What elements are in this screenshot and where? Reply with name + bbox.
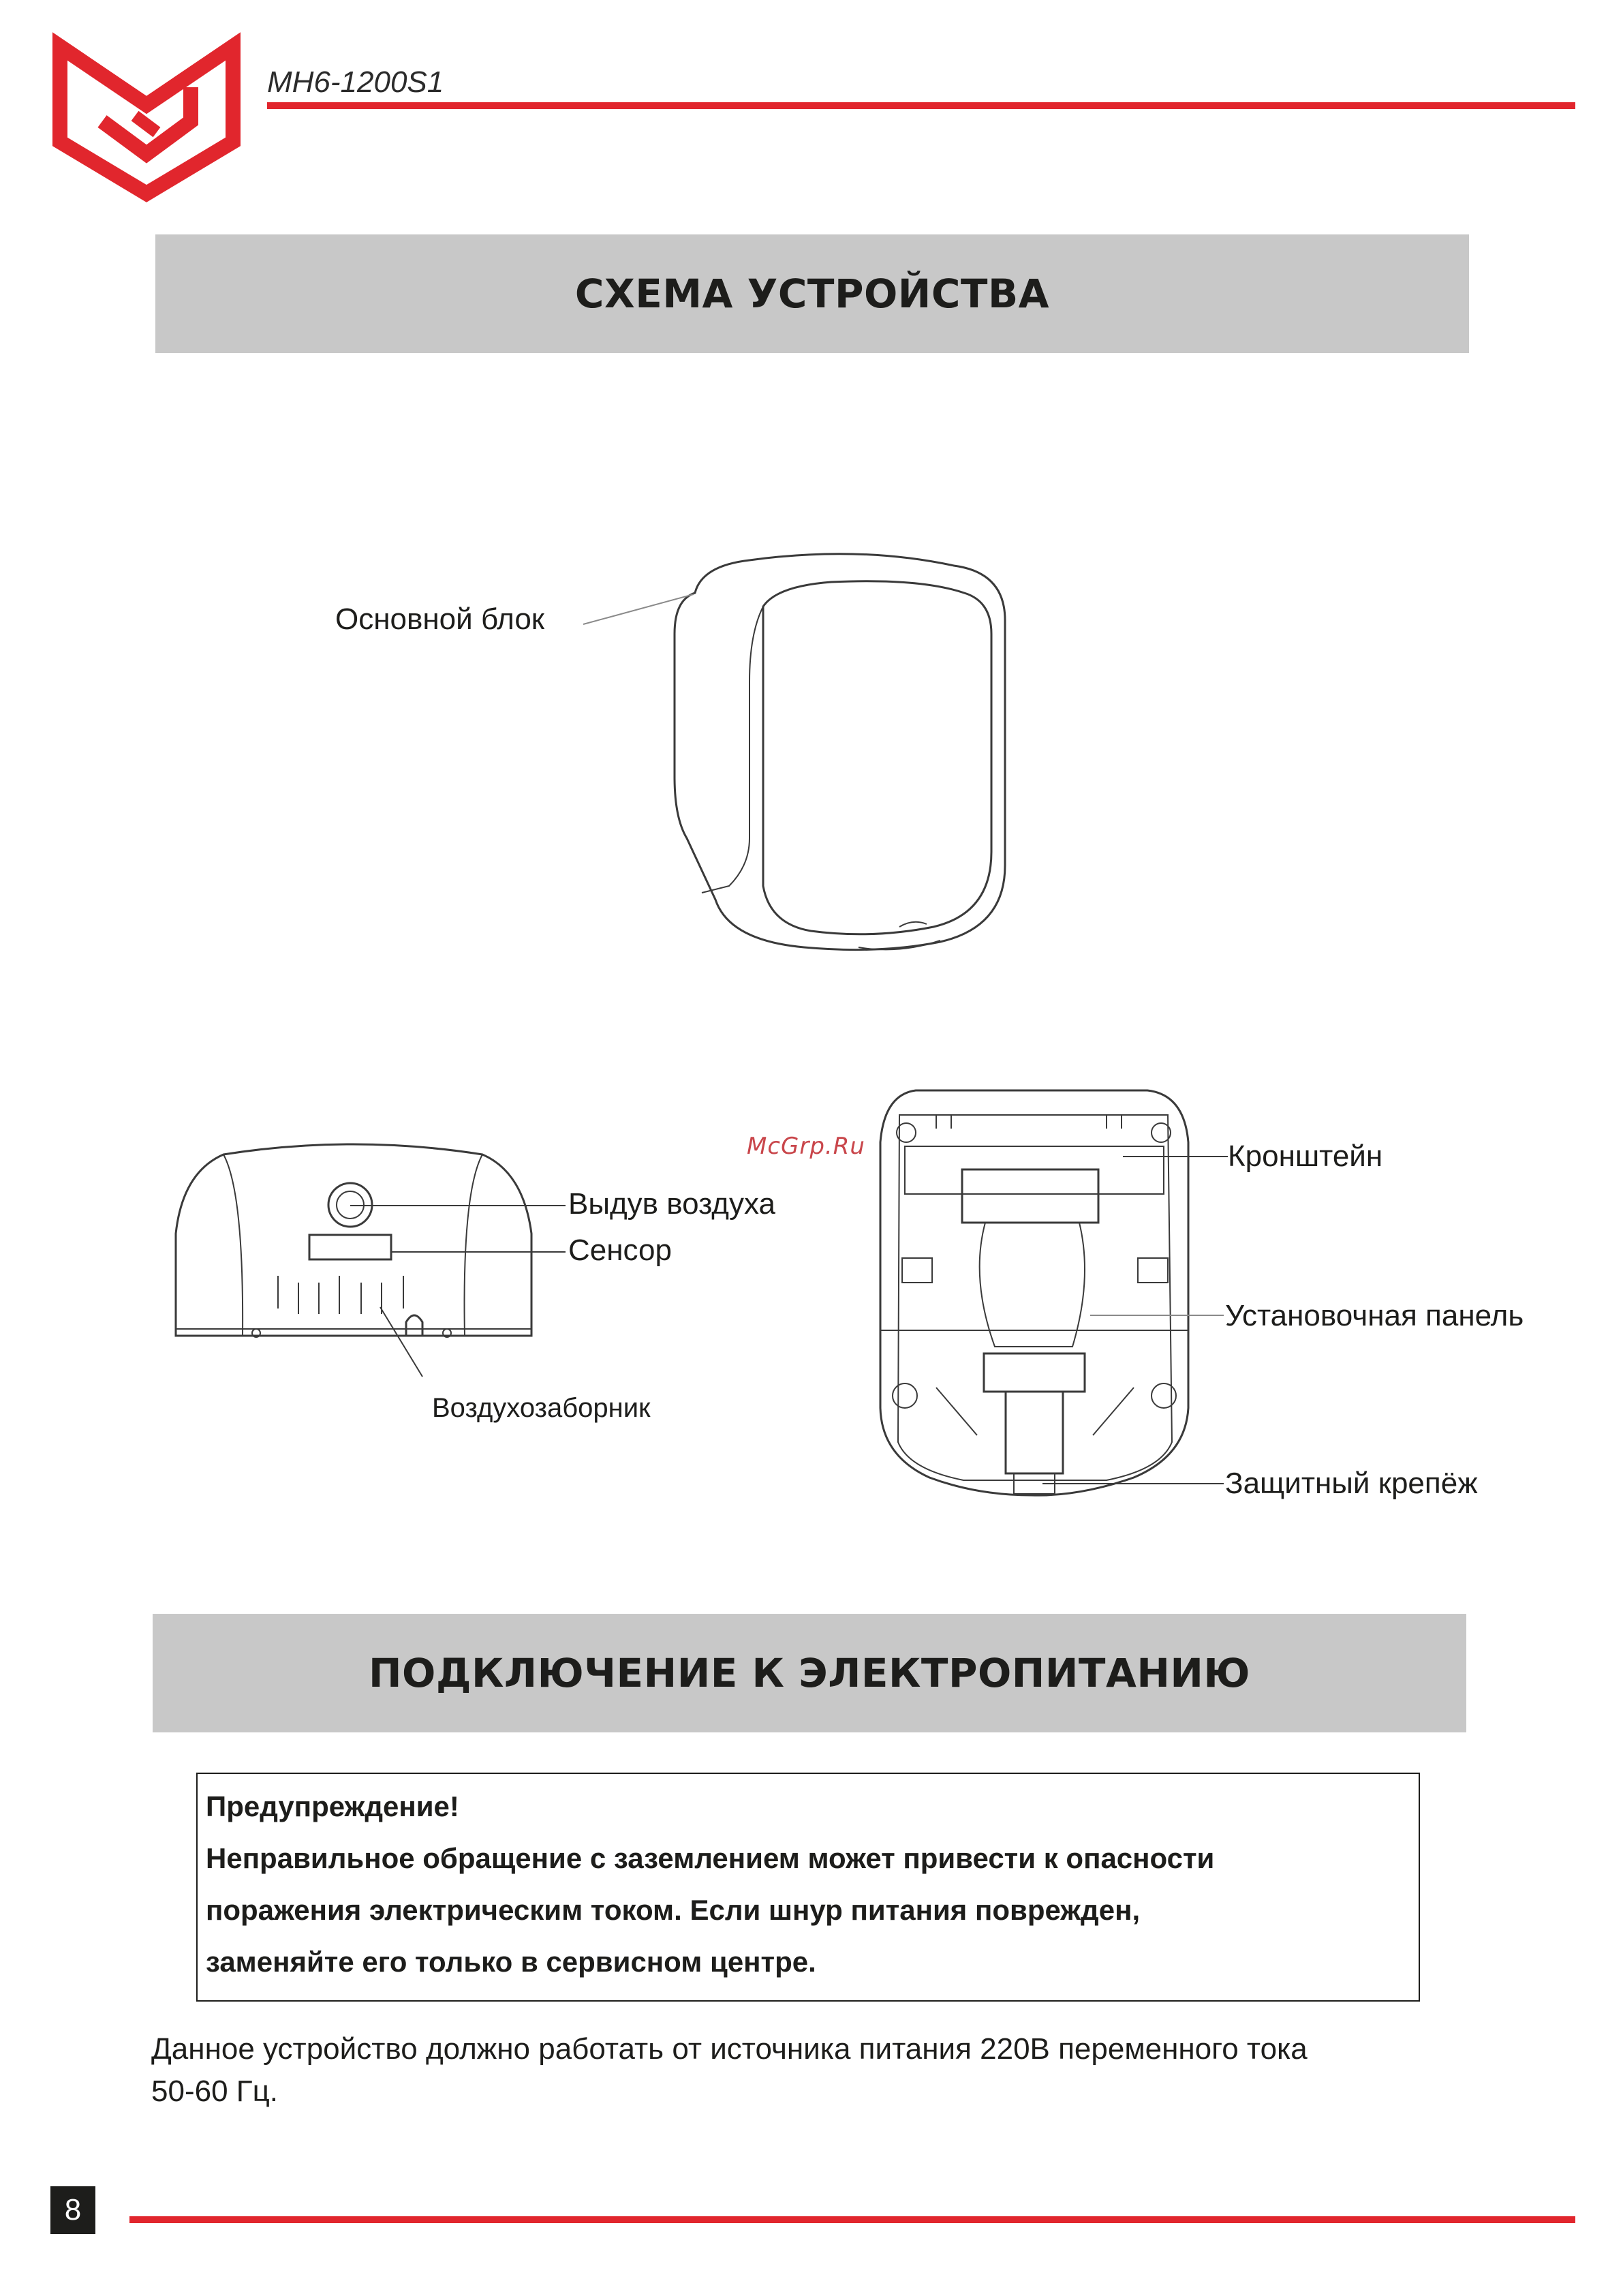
leader-sensor — [391, 1249, 568, 1255]
warning-line: заменяйте его только в сервисном центре. — [206, 1946, 816, 1978]
section-banner-device-scheme — [155, 234, 1469, 353]
label-mounting-panel: Установочная панель — [1225, 1299, 1524, 1332]
dryer-front-illustration — [654, 545, 1022, 968]
watermark: McGrp.Ru — [747, 1133, 865, 1160]
page-number: 8 — [50, 2186, 95, 2234]
power-requirements-paragraph — [151, 2028, 1446, 2113]
label-safety-fastener: Защитный крепёж — [1225, 1467, 1478, 1500]
leader-air-outlet — [350, 1202, 568, 1209]
header-rule — [267, 102, 1575, 109]
footer-rule — [129, 2216, 1575, 2223]
paragraph-line: 50-60 Гц. — [151, 2075, 279, 2108]
dryer-rear-illustration — [875, 1088, 1195, 1497]
warning-line: поражения электрическим током. Если шнур питания поврежден, — [206, 1894, 1141, 1926]
label-bracket: Кронштейн — [1228, 1139, 1383, 1173]
model-number: MH6-1200S1 — [267, 65, 444, 99]
leader-bracket — [1123, 1153, 1232, 1160]
leader-safety-fastener — [1042, 1480, 1226, 1487]
label-sensor: Сенсор — [568, 1234, 672, 1267]
leader-mounting-panel — [1090, 1312, 1226, 1319]
leader-main-unit — [583, 590, 699, 631]
label-air-intake: Воздухозаборник — [432, 1393, 651, 1423]
dryer-bottom-illustration — [169, 1131, 537, 1356]
leader-air-intake — [379, 1306, 427, 1381]
warning-line: Неправильное обращение с заземлением может привести к опасности — [206, 1842, 1215, 1874]
brand-logo — [55, 40, 238, 199]
warning-title: Предупреждение! — [206, 1790, 459, 1822]
section-title: СХЕМА УСТРОЙСТВА — [574, 271, 1050, 317]
paragraph-line: Данное устройство должно работать от источника питания 220В переменного тока — [151, 2032, 1308, 2066]
label-main-unit: Основной блок — [335, 602, 545, 636]
warning-box — [196, 1773, 1420, 2002]
section-banner-power-connection — [153, 1614, 1466, 1732]
section-title: ПОДКЛЮЧЕНИЕ К ЭЛЕКТРОПИТАНИЮ — [369, 1650, 1250, 1696]
label-air-outlet: Выдув воздуха — [568, 1187, 775, 1221]
